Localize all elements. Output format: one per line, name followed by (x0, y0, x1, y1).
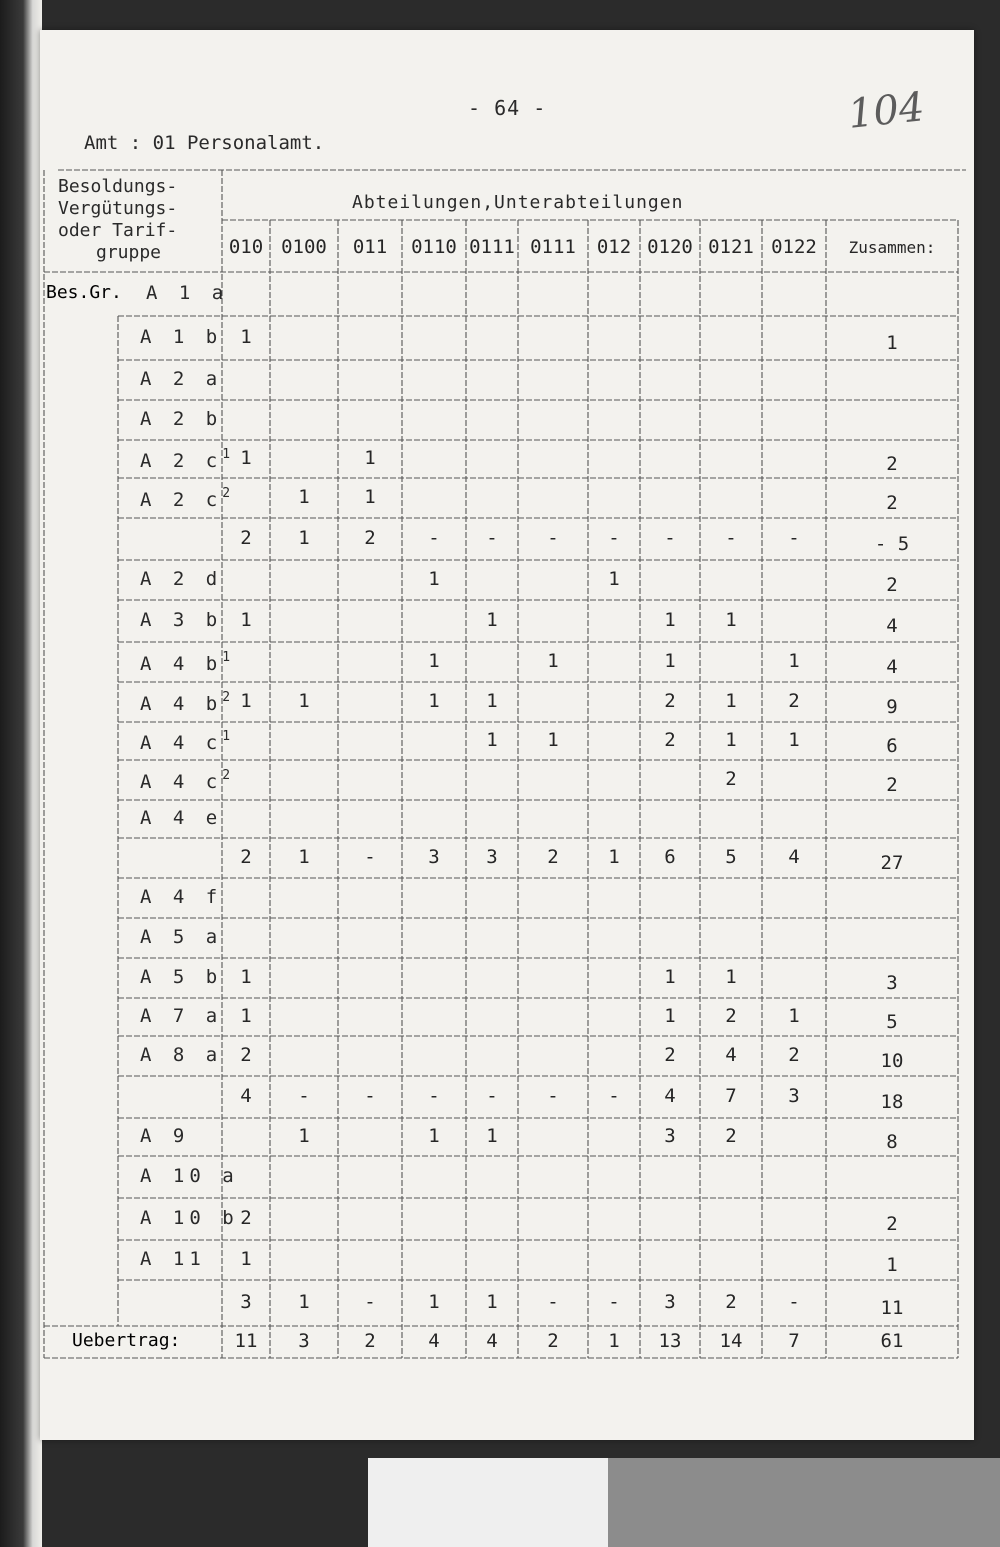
folio-number: 104 (845, 84, 927, 138)
grade-label: A 4 f (140, 886, 223, 908)
grade-label: A 2 $c^1$ (140, 447, 231, 472)
grade-label: A 1 b (140, 326, 223, 348)
grade-superscript: 2 (222, 486, 231, 501)
grade-label: A 4 $c^2$ (140, 768, 231, 793)
group-prefix: Bes.Gr. (46, 282, 122, 303)
grade-label: A 11 (140, 1248, 206, 1270)
grade-superscript: 1 (222, 447, 231, 462)
grade-label: A 5 a (140, 926, 223, 948)
group-header-line: Besoldungs- (58, 176, 178, 197)
section-header: Abteilungen,Unterabteilungen (352, 192, 684, 213)
grade-label: A 8 a (140, 1044, 223, 1066)
grade-label: A 10 a (140, 1165, 239, 1187)
group-header-line: gruppe (96, 242, 162, 263)
grade-label: A 1 a (146, 282, 229, 304)
grade-superscript: 1 (222, 729, 231, 744)
group-header-line: oder Tarif- (58, 220, 178, 241)
grade-label: A 3 b (140, 609, 223, 631)
office-title: Amt : 01 Personalamt. (84, 132, 325, 154)
grade-label: A 2 d (140, 568, 223, 590)
grade-superscript: 2 (222, 768, 231, 783)
page-number: - 64 - (468, 96, 547, 120)
grade-label: A 4 $c^1$ (140, 729, 231, 754)
grade-superscript: 2 (222, 690, 231, 705)
grade-superscript: 1 (222, 650, 231, 665)
grade-label: A 2 b (140, 408, 223, 430)
grade-label: A 4 $b^2$ (140, 690, 231, 715)
grade-label: A 5 b (140, 966, 223, 988)
grade-label: A 10 b (140, 1207, 239, 1229)
carry-label: Uebertrag: (72, 1330, 181, 1351)
group-header-line: Vergütungs- (58, 198, 178, 219)
grade-label: A 4 e (140, 807, 223, 829)
grade-label: A 4 $b^1$ (140, 650, 231, 675)
grade-label: A 9 (140, 1125, 190, 1147)
grade-label: A 7 a (140, 1005, 223, 1027)
grade-label: A 2 a (140, 368, 223, 390)
grade-label: A 2 $c^2$ (140, 486, 231, 511)
